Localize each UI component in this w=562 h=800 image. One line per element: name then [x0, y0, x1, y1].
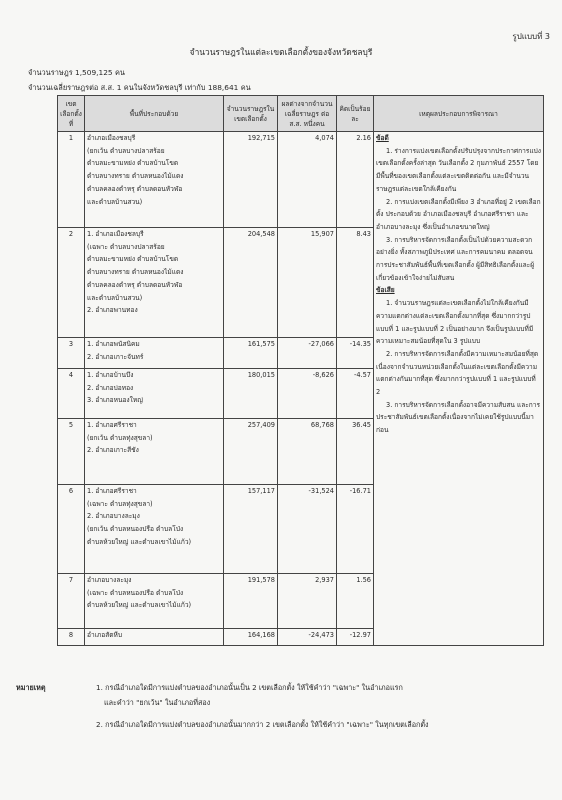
district-areas	[85, 338, 224, 369]
district-number: 6	[58, 485, 85, 574]
district-population: 157,117	[224, 485, 278, 574]
area-line: ตำบลบางทราย ตำบลหนองไม้แดง	[87, 268, 184, 277]
area-line: 2. อำเภอพานทอง	[87, 306, 138, 315]
district-areas	[85, 419, 224, 485]
area-line: ตำบลห้วยใหญ่ และตำบลเขาไม้แก้ว)	[87, 537, 192, 546]
page-label: รูปแบบที่ 3	[512, 32, 550, 41]
area-line: (เฉพาะ ตำบลทุ่งสุขลา)	[87, 499, 153, 508]
population-difference: 2,937	[278, 574, 337, 629]
district-number: 8	[58, 629, 85, 646]
area-line: 1. อำเภอเมืองชลบุรี	[87, 230, 144, 238]
population-difference: 68,768	[278, 419, 337, 485]
area-line: (ยกเว้น ตำบลหนองปรือ ตำบลโป่ง	[87, 525, 184, 534]
population-difference: 4,074	[278, 132, 337, 228]
area-line: 2. อำเภอเกาะจันทร์	[87, 352, 144, 361]
cons-item: 3. การบริหารจัดการเลือกตั้งอาจมีความสับสน และการประชาสัมพันธ์เขตเลือกตั้งเนื่องจากไม่เคยใช้รูปแบบนี้มาก่อน	[376, 400, 541, 435]
area-line: อำเภอบางละมุง	[87, 576, 132, 584]
area-line: 1. อำเภอบ้านบึง	[87, 371, 134, 379]
pros-item: 2. การแบ่งเขตเลือกตั้งมีเพียง 3 อำเภอที่อยู่ 2 เขตเลือกตั้ง ประกอบด้วย อำเภอเมืองชลบุรี อำเภอศรีราชา และอำเภอบางละมุง ซึ่งเป็นอำเภอขนาดใหญ่	[376, 197, 541, 231]
document-title: จำนวนราษฎรในแต่ละเขตเลือกตั้งของจังหวัดชลบุรี	[189, 47, 373, 57]
district-number: 2	[58, 228, 85, 338]
district-number: 7	[58, 574, 85, 629]
header-reasons: เหตุผลประกอบการพิจารณา	[374, 96, 544, 132]
cons-item: 2. การบริหารจัดการเลือกตั้งมีความเหมาะสมน้อยที่สุด เนื่องจากจำนวนหน่วยเลือกตั้งในแต่ละเขตเลือกตั้งมีความแตกต่างกันมากที่สุด ซึ่งมากกว่ารูปแบบที่ 1 และรูปแบบที่ 2	[376, 349, 539, 397]
district-areas	[85, 574, 224, 629]
district-areas	[85, 369, 224, 419]
area-line: (ยกเว้น ตำบลทุ่งสุขลา)	[87, 433, 153, 442]
population-difference: -24,473	[278, 629, 337, 646]
pros-item: 1. ร่างการแบ่งเขตเลือกตั้งปรับปรุงจากประกาศการแบ่งเขตเลือกตั้งครั้งล่าสุด วันเลือกตั้ง 2 กุมภาพันธ์ 2557 โดยมีพื้นที่ของเขตเลือกตั้งแต่ละเขตติดต่อกัน และมีจำนวนราษฎรแต่ละเขตใกล้เคียงกัน	[376, 146, 541, 193]
district-population: 257,409	[224, 419, 278, 485]
difference-percent: 36.45	[337, 419, 374, 485]
reasons-cell	[374, 132, 544, 646]
area-line: 2. อำเภอบางละมุง	[87, 512, 140, 521]
difference-percent: -12.97	[337, 629, 374, 646]
difference-percent: -4.57	[337, 369, 374, 419]
area-line: 1. อำเภอศรีราชา	[87, 421, 137, 429]
district-number: 5	[58, 419, 85, 485]
district-population: 204,548	[224, 228, 278, 338]
pros-label: ข้อดี	[376, 134, 389, 142]
district-population: 161,575	[224, 338, 278, 369]
district-population: 180,015	[224, 369, 278, 419]
districts-table	[57, 95, 544, 646]
header-percent: คิดเป็นร้อยละ	[337, 96, 374, 132]
area-line: ตำบลมะขามหย่ง ตำบลบ้านโขด	[87, 159, 179, 168]
district-number: 3	[58, 338, 85, 369]
average-line: จำนวนเฉลี่ยราษฎรต่อ ส.ส. 1 คนในจังหวัดชลบุรี เท่ากับ 188,641 คน	[28, 83, 251, 92]
pros-item: 3. การบริหารจัดการเลือกตั้งเป็นไปด้วยความสะดวกอย่างยิ่ง ทั้งสภาพภูมิประเทศ และการคมนาคม ตลอดจนการประชาสัมพันธ์พื้นที่เขตเลือกตั้ง ผู้มีสิทธิเลือกตั้งและผู้เกี่ยวข้องเข้าใจง่ายไม่สับสน	[376, 235, 535, 282]
district-population: 192,715	[224, 132, 278, 228]
population-difference: -31,524	[278, 485, 337, 574]
population-line: จำนวนราษฎร 1,509,125 คน	[28, 68, 125, 77]
area-line: อำเภอสัตหีบ	[87, 631, 123, 639]
header-district-no: เขตเลือกตั้งที่	[58, 96, 85, 132]
district-population: 191,578	[224, 574, 278, 629]
area-line: ตำบลมะขามหย่ง ตำบลบ้านโขด	[87, 255, 179, 264]
difference-percent: -16.71	[337, 485, 374, 574]
difference-percent: 8.43	[337, 228, 374, 338]
header-areas: พื้นที่ประกอบด้วย	[85, 96, 224, 132]
district-areas	[85, 132, 224, 228]
population-difference: -27,066	[278, 338, 337, 369]
district-areas	[85, 228, 224, 338]
table-header-row	[58, 96, 544, 132]
area-line: ตำบลบางทราย ตำบลหนองไม้แดง	[87, 172, 184, 181]
table-row	[58, 132, 544, 228]
area-line: 1. อำเภอพนัสนิคม	[87, 340, 140, 348]
district-areas	[85, 485, 224, 574]
area-line: 2. อำเภอบ่อทอง	[87, 383, 134, 392]
area-line: และตำบลบ้านสวน)	[87, 293, 143, 302]
district-number: 4	[58, 369, 85, 419]
area-line: 3. อำเภอหนองใหญ่	[87, 396, 143, 405]
note-1-continued: และคำว่า "ยกเว้น" ในอำเภอที่สอง	[104, 698, 211, 707]
area-line: ตำบลคลองตำหรุ ตำบลดอนหัวฬ่อ	[87, 280, 183, 289]
header-population: จำนวนราษฎรในเขตเลือกตั้ง	[224, 96, 278, 132]
header-difference: ผลต่างจากจำนวนเฉลี่ยราษฎร ต่อ ส.ส. หนึ่งคน	[278, 96, 337, 132]
area-line: และตำบลบ้านสวน)	[87, 197, 143, 206]
district-areas	[85, 629, 224, 646]
area-line: ตำบลคลองตำหรุ ตำบลดอนหัวฬ่อ	[87, 184, 183, 193]
area-line: ตำบลห้วยใหญ่ และตำบลเขาไม้แก้ว)	[87, 601, 192, 610]
cons-label: ข้อเสีย	[376, 286, 395, 295]
district-population: 164,168	[224, 629, 278, 646]
area-line: 1. อำเภอศรีราชา	[87, 487, 137, 495]
population-difference: 15,907	[278, 228, 337, 338]
difference-percent: 2.16	[337, 132, 374, 228]
population-difference: -8,626	[278, 369, 337, 419]
note-1: 1. กรณีอำเภอใดมีการแบ่งตำบลของอำเภอนั้นเป็น 2 เขตเลือกตั้ง ให้ใช้คำว่า "เฉพาะ" ในอำเภอแรก	[96, 683, 403, 692]
district-number: 1	[58, 132, 85, 228]
difference-percent: 1.56	[337, 574, 374, 629]
area-line: (ยกเว้น ตำบลบางปลาสร้อย	[87, 146, 165, 155]
area-line: (เฉพาะ ตำบลหนองปรือ ตำบลโป่ง	[87, 588, 184, 597]
difference-percent: -14.35	[337, 338, 374, 369]
area-line: 2. อำเภอเกาะสีชัง	[87, 446, 139, 455]
notes-label: หมายเหตุ	[16, 683, 46, 692]
area-line: อำเภอเมืองชลบุรี	[87, 134, 136, 142]
cons-item: 1. จำนวนราษฎรแต่ละเขตเลือกตั้งไม่ใกล้เคียงกันมีความแตกต่างแต่ละเขตเลือกตั้งมากที่สุด ซึ่งมากกว่ารูปแบบที่ 1 และรูปแบบที่ 2 เป็นอย่างมาก จึงเป็นรูปแบบที่มีความเหมาะสมน้อยที่สุดใน 3 รูปแบบ	[376, 299, 534, 346]
area-line: (เฉพาะ ตำบลบางปลาสร้อย	[87, 242, 165, 251]
note-2: 2. กรณีอำเภอใดมีการแบ่งตำบลของอำเภอนั้นมากกว่า 2 เขตเลือกตั้ง ให้ใช้คำว่า "เฉพาะ" ในทุกเขตเลือกตั้ง	[96, 720, 429, 729]
